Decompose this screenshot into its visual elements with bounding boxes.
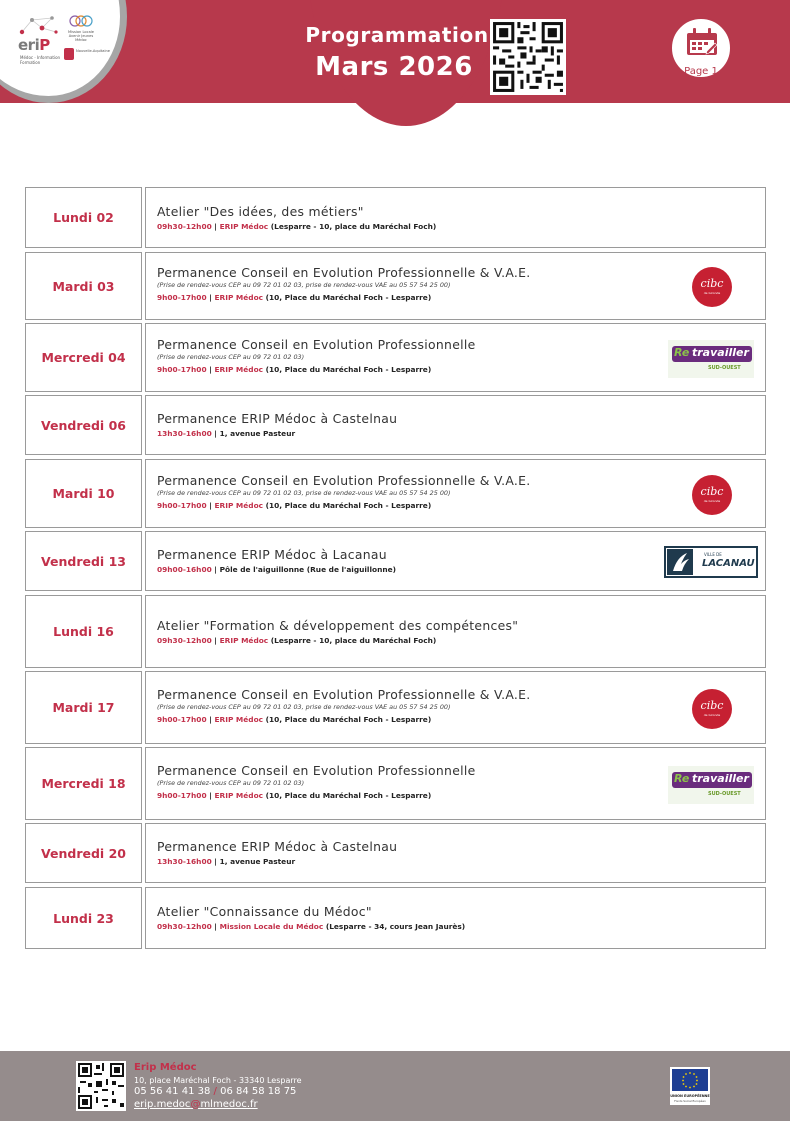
cibc-logo bbox=[691, 266, 733, 312]
event-cell bbox=[145, 187, 766, 248]
day-label: Mercredi 04 bbox=[41, 350, 126, 365]
table-row bbox=[25, 459, 766, 528]
day-label: Vendredi 06 bbox=[41, 417, 126, 433]
separator: | bbox=[211, 922, 220, 931]
event-time: 09h30-12h00 bbox=[157, 636, 212, 645]
day-cell bbox=[25, 252, 142, 320]
day-label: Lundi 23 bbox=[53, 910, 114, 926]
day-cell bbox=[25, 595, 142, 668]
footer-phone-2[interactable]: 06 84 58 18 75 bbox=[220, 1086, 297, 1097]
erip-network-icon bbox=[18, 14, 62, 38]
separator: | bbox=[206, 365, 215, 374]
event-cell bbox=[145, 395, 766, 455]
event-title: Permanence Conseil en Evolution Professionnelle bbox=[157, 763, 476, 778]
event-details bbox=[157, 715, 431, 724]
event-place: ERIP Médoc bbox=[214, 365, 264, 374]
table-row bbox=[25, 747, 766, 820]
table-row bbox=[25, 595, 766, 668]
region-badge-icon bbox=[64, 48, 74, 60]
event-time: 09h30-12h00 bbox=[157, 922, 212, 931]
event-booking-note: (Prise de rendez-vous CEP au 09 72 01 02 03) bbox=[157, 353, 305, 361]
event-cell bbox=[145, 823, 766, 883]
qr-code-icon bbox=[76, 1061, 126, 1111]
event-booking-note: (Prise de rendez-vous CEP au 09 72 01 02 03, prise de rendez-vous VAE au 05 57 54 25 00) bbox=[157, 489, 451, 497]
footer-phone-separator: / bbox=[210, 1086, 221, 1097]
event-time: 09h30-12h00 bbox=[157, 222, 212, 231]
day-label: Vendredi 13 bbox=[41, 553, 126, 569]
retravailler-text: travailler bbox=[692, 346, 749, 359]
event-cell bbox=[145, 252, 766, 320]
day-label: Mardi 17 bbox=[52, 700, 115, 715]
day-cell bbox=[25, 187, 142, 248]
event-address: 1, avenue Pasteur bbox=[219, 429, 296, 438]
event-address: (Lesparre - 10, place du Maréchal Foch) bbox=[268, 636, 437, 645]
cibc-logo-text: cibc bbox=[700, 699, 724, 712]
event-booking-note: (Prise de rendez-vous CEP au 09 72 01 02 03) bbox=[157, 779, 305, 787]
day-label: Mardi 10 bbox=[52, 486, 115, 501]
page-title-line1: Programmation bbox=[305, 23, 489, 47]
eu-label: UNION EUROPÉENNE bbox=[670, 1094, 710, 1098]
event-title: Atelier "Des idées, des métiers" bbox=[157, 204, 364, 219]
table-row bbox=[25, 323, 766, 392]
separator: | bbox=[211, 565, 220, 574]
event-details bbox=[157, 791, 431, 800]
day-cell bbox=[25, 395, 142, 455]
retravailler-sub: SUD-OUEST bbox=[708, 791, 741, 797]
separator: | bbox=[206, 501, 215, 510]
event-place: ERIP Médoc bbox=[219, 222, 269, 231]
event-place: ERIP Médoc bbox=[214, 715, 264, 724]
table-row bbox=[25, 395, 766, 455]
day-label: Lundi 02 bbox=[53, 210, 114, 225]
event-details bbox=[157, 636, 436, 645]
event-booking-note: (Prise de rendez-vous CEP au 09 72 01 02 03, prise de rendez-vous VAE au 05 57 54 25 00) bbox=[157, 281, 451, 289]
event-place: ERIP Médoc bbox=[214, 791, 264, 800]
event-cell bbox=[145, 323, 766, 392]
page-title-line2: Mars 2026 bbox=[315, 52, 473, 82]
event-title: Permanence ERIP Médoc à Castelnau bbox=[157, 411, 398, 426]
event-place: ERIP Médoc bbox=[214, 293, 264, 302]
footer-email-link[interactable]: erip.medoc@mlmedoc.fr bbox=[134, 1099, 258, 1110]
cibc-logo bbox=[691, 688, 733, 734]
day-label: Mardi 03 bbox=[52, 278, 115, 294]
event-cell bbox=[145, 459, 766, 528]
event-cell bbox=[145, 595, 766, 668]
event-details bbox=[157, 293, 431, 302]
day-label: Mercredi 18 bbox=[41, 776, 126, 791]
day-cell bbox=[25, 887, 142, 949]
event-title: Permanence Conseil en Evolution Professionnelle & V.A.E. bbox=[157, 473, 531, 488]
event-time: 9h00-17h00 bbox=[157, 365, 207, 374]
event-title: Atelier "Formation & développement des compétences" bbox=[157, 618, 519, 633]
separator: | bbox=[206, 791, 215, 800]
event-title: Permanence ERIP Médoc à Castelnau bbox=[157, 839, 398, 854]
table-row bbox=[25, 531, 766, 591]
event-address: (10, Place du Maréchal Foch - Lesparre) bbox=[263, 293, 432, 302]
event-address: (Lesparre - 34, cours Jean Jaurès) bbox=[323, 922, 466, 931]
event-title: Permanence Conseil en Evolution Professionnelle & V.A.E. bbox=[157, 687, 531, 702]
erip-subtitle: Médoc · Information Formation bbox=[20, 55, 61, 65]
day-cell bbox=[25, 747, 142, 820]
event-time: 9h00-17h00 bbox=[157, 715, 207, 724]
event-time: 13h30-16h00 bbox=[157, 857, 212, 866]
event-address: 1, avenue Pasteur bbox=[219, 857, 296, 866]
lacanau-wave-icon bbox=[667, 549, 693, 575]
event-title: Permanence Conseil en Evolution Professionnelle & V.A.E. bbox=[157, 265, 531, 280]
table-row bbox=[25, 252, 766, 320]
footer-org-name: Erip Médoc bbox=[134, 1062, 197, 1073]
event-time: 13h30-16h00 bbox=[157, 429, 212, 438]
event-title: Permanence ERIP Médoc à Lacanau bbox=[157, 547, 387, 562]
cibc-logo-sub: de Gironde bbox=[703, 499, 721, 503]
event-place: ERIP Médoc bbox=[219, 636, 269, 645]
event-address: (10, Place du Maréchal Foch - Lesparre) bbox=[263, 365, 432, 374]
mission-locale-icon bbox=[68, 13, 94, 29]
cibc-logo-text: cibc bbox=[700, 277, 724, 290]
cibc-logo-sub: de Gironde bbox=[703, 291, 721, 295]
event-booking-note: (Prise de rendez-vous CEP au 09 72 01 02 03, prise de rendez-vous VAE au 05 57 54 25 00) bbox=[157, 703, 451, 711]
day-cell bbox=[25, 323, 142, 392]
separator: | bbox=[211, 222, 220, 231]
event-details bbox=[157, 922, 465, 931]
footer-address: 10, place Maréchal Foch - 33340 Lesparre bbox=[134, 1076, 302, 1085]
event-address: Pôle de l'aiguillonne (Rue de l'aiguillonne) bbox=[219, 565, 396, 574]
event-cell bbox=[145, 887, 766, 949]
retravailler-logo bbox=[668, 766, 754, 804]
event-title: Permanence Conseil en Evolution Professionnelle bbox=[157, 337, 476, 352]
day-cell bbox=[25, 671, 142, 744]
lacanau-logo bbox=[664, 546, 758, 578]
event-address: (10, Place du Maréchal Foch - Lesparre) bbox=[263, 501, 432, 510]
event-time: 9h00-17h00 bbox=[157, 791, 207, 800]
retravailler-text: travailler bbox=[692, 772, 749, 785]
retravailler-prefix: Re bbox=[674, 346, 690, 359]
event-cell bbox=[145, 531, 766, 591]
cibc-logo bbox=[691, 474, 733, 520]
retravailler-prefix: Re bbox=[674, 772, 690, 785]
day-cell bbox=[25, 459, 142, 528]
event-address: (10, Place du Maréchal Foch - Lesparre) bbox=[263, 791, 432, 800]
table-row bbox=[25, 187, 766, 248]
event-details bbox=[157, 857, 295, 866]
day-cell bbox=[25, 531, 142, 591]
event-cell bbox=[145, 747, 766, 820]
separator: | bbox=[206, 293, 215, 302]
event-place: Mission Locale du Médoc bbox=[219, 922, 324, 931]
event-cell bbox=[145, 671, 766, 744]
day-cell bbox=[25, 823, 142, 883]
day-label: Vendredi 20 bbox=[41, 845, 126, 861]
separator: | bbox=[211, 636, 220, 645]
lacanau-text: LACANAU bbox=[702, 558, 755, 569]
event-time: 9h00-17h00 bbox=[157, 293, 207, 302]
calendar-icon bbox=[685, 27, 719, 57]
event-details bbox=[157, 222, 436, 231]
page-number-label: Page 1 bbox=[684, 66, 718, 77]
retravailler-logo bbox=[668, 340, 754, 378]
qr-code-icon bbox=[490, 19, 566, 95]
event-details bbox=[157, 565, 396, 574]
table-row bbox=[25, 823, 766, 883]
day-label: Lundi 16 bbox=[53, 624, 114, 639]
event-details bbox=[157, 365, 431, 374]
event-time: 09h00-16h00 bbox=[157, 565, 212, 574]
footer-qr-code[interactable] bbox=[76, 1061, 126, 1111]
table-row bbox=[25, 671, 766, 744]
header-qr-code[interactable] bbox=[490, 19, 566, 95]
table-row bbox=[25, 887, 766, 949]
event-address: (10, Place du Maréchal Foch - Lesparre) bbox=[263, 715, 432, 724]
event-address: (Lesparre - 10, place du Maréchal Foch) bbox=[268, 222, 437, 231]
separator: | bbox=[211, 857, 220, 866]
erip-wordmark: eriP bbox=[18, 36, 50, 54]
cibc-logo-text: cibc bbox=[700, 485, 724, 498]
mission-locale-text: Mission Locale Avenir Jeunes Médoc bbox=[68, 30, 94, 43]
region-text: Nouvelle-Aquitaine bbox=[76, 49, 110, 53]
event-time: 9h00-17h00 bbox=[157, 501, 207, 510]
retravailler-sub: SUD-OUEST bbox=[708, 365, 741, 371]
eu-sub-label: Fonds Social Européen bbox=[674, 1099, 706, 1103]
event-place: ERIP Médoc bbox=[214, 501, 264, 510]
cibc-logo-sub: de Gironde bbox=[703, 713, 721, 717]
eu-flag-icon bbox=[670, 1067, 710, 1093]
footer-phone-1[interactable]: 05 56 41 41 38 bbox=[134, 1086, 211, 1097]
event-details bbox=[157, 501, 431, 510]
event-title: Atelier "Connaissance du Médoc" bbox=[157, 904, 372, 919]
separator: | bbox=[211, 429, 220, 438]
event-details bbox=[157, 429, 295, 438]
eu-logo bbox=[670, 1067, 710, 1105]
footer-phones bbox=[134, 1086, 296, 1097]
separator: | bbox=[206, 715, 215, 724]
lacanau-top: VILLE DE bbox=[704, 552, 722, 557]
